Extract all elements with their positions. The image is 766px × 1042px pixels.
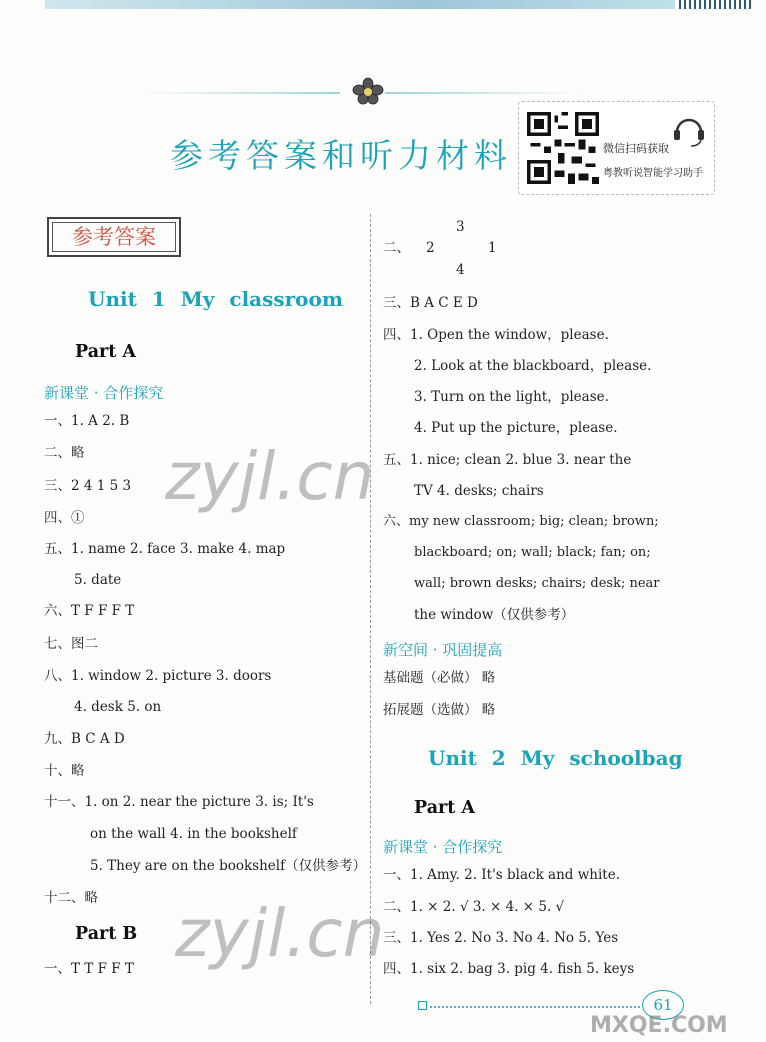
answer-line: 1: [488, 240, 497, 256]
page-number: 61: [642, 990, 684, 1020]
answer-line: 二、: [383, 240, 410, 256]
unit-1-number: Unit 1: [88, 287, 166, 311]
answer-line: 4. Put up the picture，please.: [414, 420, 618, 436]
answer-line: 一、1. Amy. 2. It's black and white.: [383, 867, 620, 883]
section-heading: 新课堂 · 合作探究: [383, 838, 503, 856]
answer-line: 2. Look at the blackboard，please.: [414, 358, 652, 374]
answer-heading-box: [47, 217, 181, 257]
answer-line: 十一、1. on 2. near the picture 3. is; It's: [44, 794, 314, 810]
unit-2-title: [428, 746, 683, 770]
top-bar: [45, 0, 675, 9]
answer-line: 4: [456, 262, 465, 278]
answer-line: 七、图二: [44, 636, 98, 652]
qr-line-1: 微信扫码获取: [603, 142, 669, 155]
answer-line: wall; brown desks; chairs; desk; near: [414, 576, 660, 591]
ornament-line-right: [385, 92, 585, 94]
answer-line: 三、B A C E D: [383, 295, 478, 311]
answer-line: 一、1. A 2. B: [44, 413, 130, 429]
answer-line: the window（仅供参考）: [414, 607, 575, 623]
answer-line: 基础题（必做） 略: [383, 670, 496, 686]
answer-line: 二、略: [44, 445, 85, 461]
ornament-line-left: [140, 92, 340, 94]
flower-icon: [350, 76, 386, 106]
answer-line: 六、T F F F T: [44, 603, 135, 619]
answer-line: 六、my new classroom; big; clean; brown;: [383, 514, 659, 529]
unit2-part-a: Part A: [414, 798, 476, 818]
page-title: 参考答案和听力材料: [170, 136, 512, 175]
qr-panel: [518, 101, 715, 195]
footer-dotted-line: [430, 1006, 640, 1008]
qr-code-icon: [527, 112, 599, 184]
answer-line: 拓展题（选做） 略: [383, 702, 496, 718]
answer-line: 四、1. Open the window，please.: [383, 327, 609, 343]
answer-line: 2: [426, 240, 435, 256]
answer-line: blackboard; on; wall; black; fan; on;: [414, 545, 651, 560]
watermark: zyjl.cn: [175, 895, 385, 972]
unit1-part-a: Part A: [75, 342, 137, 362]
answer-line: 一、T T F F T: [44, 961, 134, 977]
answer-line: 3. Turn on the light，please.: [414, 389, 609, 405]
unit-1-name: My classroom: [180, 287, 344, 311]
top-ticks: [679, 0, 754, 9]
answer-line: 5. They are on the bookshelf（仅供参考）: [90, 858, 367, 874]
section-heading: 新空间 · 巩固提高: [383, 641, 503, 659]
column-divider: [370, 214, 371, 1004]
unit1-part-b: Part B: [75, 924, 138, 944]
answer-line: 五、1. nice; clean 2. blue 3. near the: [383, 452, 632, 468]
answer-line: 4. desk 5. on: [74, 699, 162, 715]
answer-heading: 参考答案: [52, 222, 176, 252]
answer-line: 十、略: [44, 763, 85, 779]
answer-line: 二、1. × 2. √ 3. × 4. × 5. √: [383, 899, 565, 915]
section-heading: 新课堂 · 合作探究: [44, 384, 164, 402]
watermark-logo: MXQE.COM: [590, 1013, 728, 1038]
watermark: zyjl.cn: [165, 438, 375, 515]
answer-line: 5. date: [74, 572, 122, 588]
unit-2-name: My schoolbag: [520, 746, 683, 770]
answer-line: 三、2 4 1 5 3: [44, 478, 132, 494]
answer-line: on the wall 4. in the bookshelf: [90, 826, 297, 842]
footer-square: [418, 1001, 427, 1010]
answer-line: 十二、略: [44, 890, 98, 906]
answer-line: TV 4. desks; chairs: [414, 483, 544, 499]
unit-1-title: [88, 287, 343, 311]
answer-line: 五、1. name 2. face 3. make 4. map: [44, 541, 286, 557]
answer-line: 三、1. Yes 2. No 3. No 4. No 5. Yes: [383, 930, 619, 946]
headset-icon: [669, 108, 709, 148]
answer-line: 八、1. window 2. picture 3. doors: [44, 668, 272, 684]
answer-line: 四、①: [44, 510, 85, 526]
unit-2-number: Unit 2: [428, 746, 506, 770]
answer-line: 3: [456, 219, 465, 235]
qr-line-2: 粤教听说智能学习助手: [603, 168, 703, 179]
answer-line: 四、1. six 2. bag 3. pig 4. fish 5. keys: [383, 961, 635, 977]
answer-line: 九、B C A D: [44, 731, 125, 747]
